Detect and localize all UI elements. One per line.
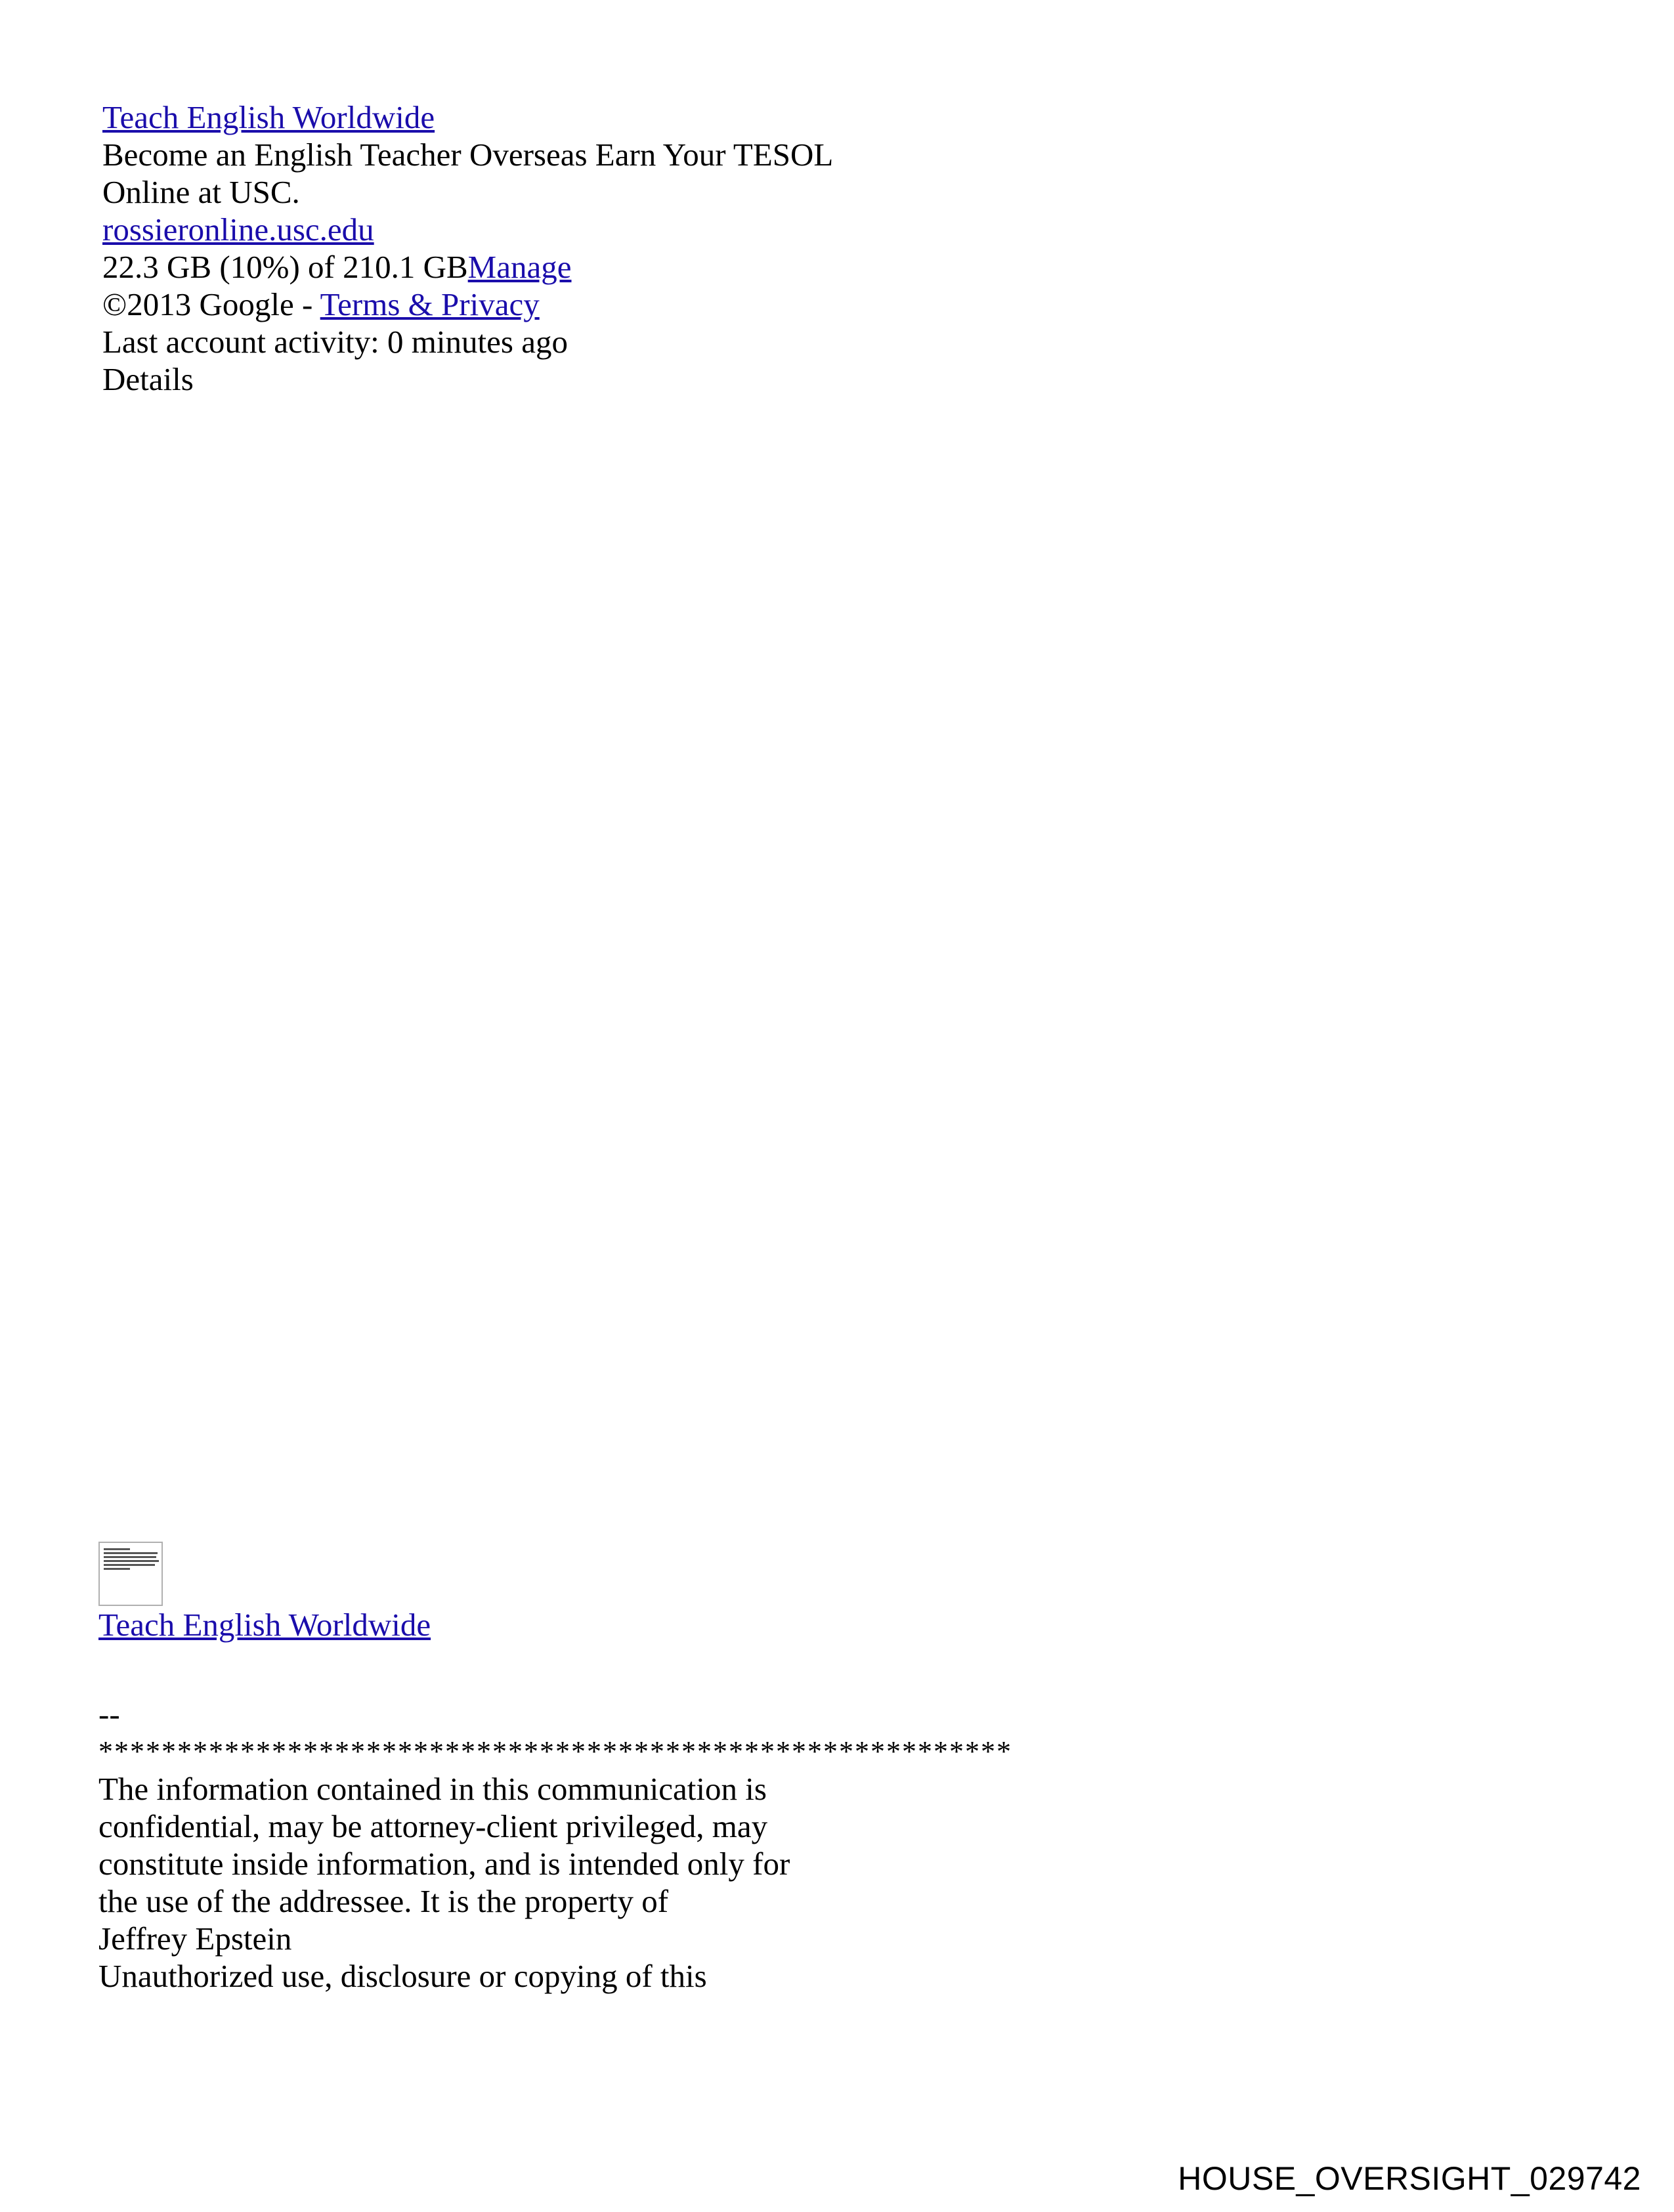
spacer xyxy=(98,1643,1012,1681)
details-link[interactable]: Details xyxy=(102,361,194,397)
ad-title-link[interactable]: Teach English Worldwide xyxy=(102,99,435,135)
gmail-footer-block xyxy=(102,98,833,398)
disclaimer-line: The information contained in this communication is xyxy=(98,1771,767,1807)
bates-stamp: HOUSE_OVERSIGHT_029742 xyxy=(1178,2160,1641,2197)
disclaimer-line: constitute inside information, and is intended only for xyxy=(98,1846,790,1882)
disclaimer-line: the use of the addressee. It is the property of xyxy=(98,1883,669,1919)
disclaimer-line: Unauthorized use, disclosure or copying of this xyxy=(98,1958,707,1994)
copyright-row xyxy=(102,286,833,323)
ad-description-line-1: Become an English Teacher Overseas Earn Your TESOL xyxy=(102,137,834,173)
disclaimer-line: confidential, may be attorney-client privileged, may xyxy=(98,1808,768,1844)
terms-privacy-link[interactable]: Terms & Privacy xyxy=(320,286,540,322)
storage-usage-text: 22.3 GB (10%) of 210.1 GB xyxy=(102,249,468,285)
storage-usage-row xyxy=(102,248,833,286)
ad-description-line-2: Online at USC. xyxy=(102,174,300,210)
sidebar-ad-title-link[interactable]: Teach English Worldwide xyxy=(98,1607,431,1643)
manage-storage-link[interactable]: Manage xyxy=(467,249,572,285)
broken-image-icon xyxy=(98,1542,163,1606)
signature-stars: ********************************************************** xyxy=(98,1735,1012,1767)
email-bottom-block xyxy=(98,1542,1012,1995)
signature-separator: -- xyxy=(98,1696,120,1732)
disclaimer-line: Jeffrey Epstein xyxy=(98,1920,292,1957)
last-activity-text: Last account activity: 0 minutes ago xyxy=(102,324,568,360)
ad-url-link[interactable]: rossieronline.usc.edu xyxy=(102,211,374,248)
copyright-text: ©2013 Google - xyxy=(102,286,320,322)
